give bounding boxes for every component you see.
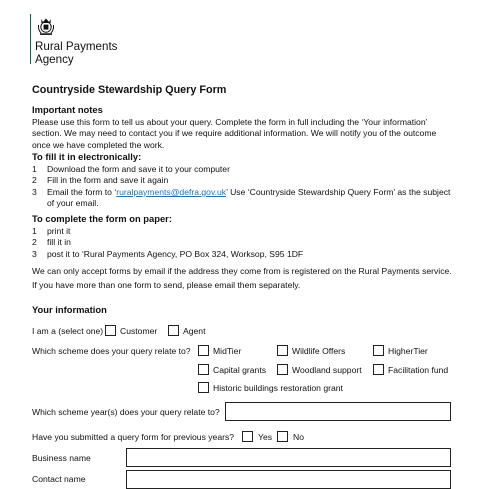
rpa-logo — [30, 14, 141, 64]
customer-label: Customer — [120, 326, 158, 336]
business-name-label: Business name — [32, 453, 91, 463]
capital-grants-checkbox[interactable] — [198, 364, 209, 375]
step-number: 2 — [32, 237, 37, 248]
iam-label: I am a (select one) — [32, 326, 104, 336]
step-text: Download the form and save it to your computer — [47, 163, 230, 174]
previous-yes-label: Yes — [258, 432, 273, 442]
step-text: print it — [47, 225, 71, 236]
step-number: 1 — [32, 225, 37, 236]
previous-no-checkbox[interactable] — [277, 431, 288, 442]
facilitation-fund-label: Facilitation fund — [388, 365, 449, 375]
step-number: 3 — [32, 248, 37, 259]
woodland-support-label: Woodland support — [292, 365, 362, 375]
previous-yes-checkbox[interactable] — [242, 431, 253, 442]
important-notes-text: Please use this form to tell us about your query. Complete the form in full including the ‘Your information’ section. We may need to contact you if we require additional information. We will notify you of the outcome once we have completed the work. — [32, 116, 437, 150]
customer-checkbox[interactable] — [105, 325, 116, 336]
paper-heading: To complete the form on paper: — [32, 213, 172, 224]
contact-name-label: Contact name — [32, 474, 86, 484]
electronic-steps — [32, 164, 456, 210]
wildlife-offers-label: Wildlife Offers — [292, 346, 346, 356]
step-text: fill it in — [47, 237, 71, 248]
wildlife-offers-checkbox[interactable] — [277, 345, 288, 356]
step-text-post: ’ Use ‘Countryside Stewardship Query Form’ as the subject of your email. — [47, 186, 451, 209]
logo-text — [35, 40, 117, 66]
facilitation-fund-checkbox[interactable] — [373, 364, 384, 375]
woodland-support-checkbox[interactable] — [277, 364, 288, 375]
highertier-checkbox[interactable] — [373, 345, 384, 356]
business-name-input[interactable] — [126, 448, 451, 467]
electronic-section — [32, 151, 456, 210]
agent-label: Agent — [183, 326, 206, 336]
logo-line-2: Agency — [35, 53, 74, 66]
list-item — [32, 175, 456, 187]
royal-crest-icon — [36, 16, 56, 36]
previous-no-label: No — [293, 432, 304, 442]
list-item — [32, 164, 456, 176]
step-number: 3 — [32, 186, 37, 197]
email-link[interactable]: ruralpayments@defra.gov.uk — [116, 186, 227, 197]
midtier-checkbox[interactable] — [198, 345, 209, 356]
paper-steps — [32, 226, 456, 261]
scheme-year-input[interactable] — [225, 402, 451, 421]
historic-buildings-label: Historic buildings restoration grant — [213, 383, 343, 393]
step-text-pre: Email the form to ‘ — [47, 186, 117, 197]
list-item — [32, 226, 456, 238]
list-item — [32, 249, 456, 261]
notes-section — [32, 264, 456, 292]
list-item — [32, 187, 456, 210]
midtier-label: MidTier — [213, 346, 242, 356]
logo-line-1: Rural Payments — [35, 40, 118, 53]
multi-form-note: If you have more than one form to send, please email them separately. — [32, 280, 301, 290]
step-text: Fill in the form and save it again — [47, 175, 169, 186]
highertier-label: HigherTier — [388, 346, 428, 356]
your-information-heading: Your information — [32, 304, 107, 315]
form-title: Countryside Stewardship Query Form — [32, 84, 227, 96]
important-notes-section — [32, 104, 456, 151]
step-number: 1 — [32, 163, 37, 174]
important-notes-heading: Important notes — [32, 104, 103, 115]
email-note: We can only accept forms by email if the address they come from is registered on the Rural Payments service. — [32, 266, 452, 276]
paper-section — [32, 213, 456, 260]
electronic-heading: To fill it in electronically: — [32, 151, 142, 162]
capital-grants-label: Capital grants — [213, 365, 267, 375]
scheme-year-label: Which scheme year(s) does your query relate to? — [32, 407, 220, 417]
step-text: post it to ‘Rural Payments Agency, PO Box 324, Worksop, S95 1DF — [47, 248, 304, 259]
step-number: 2 — [32, 175, 37, 186]
agent-checkbox[interactable] — [168, 325, 179, 336]
previous-years-label: Have you submitted a query form for previous years? — [32, 432, 235, 442]
scheme-label: Which scheme does your query relate to? — [32, 346, 191, 356]
historic-buildings-checkbox[interactable] — [198, 382, 209, 393]
list-item — [32, 237, 456, 249]
